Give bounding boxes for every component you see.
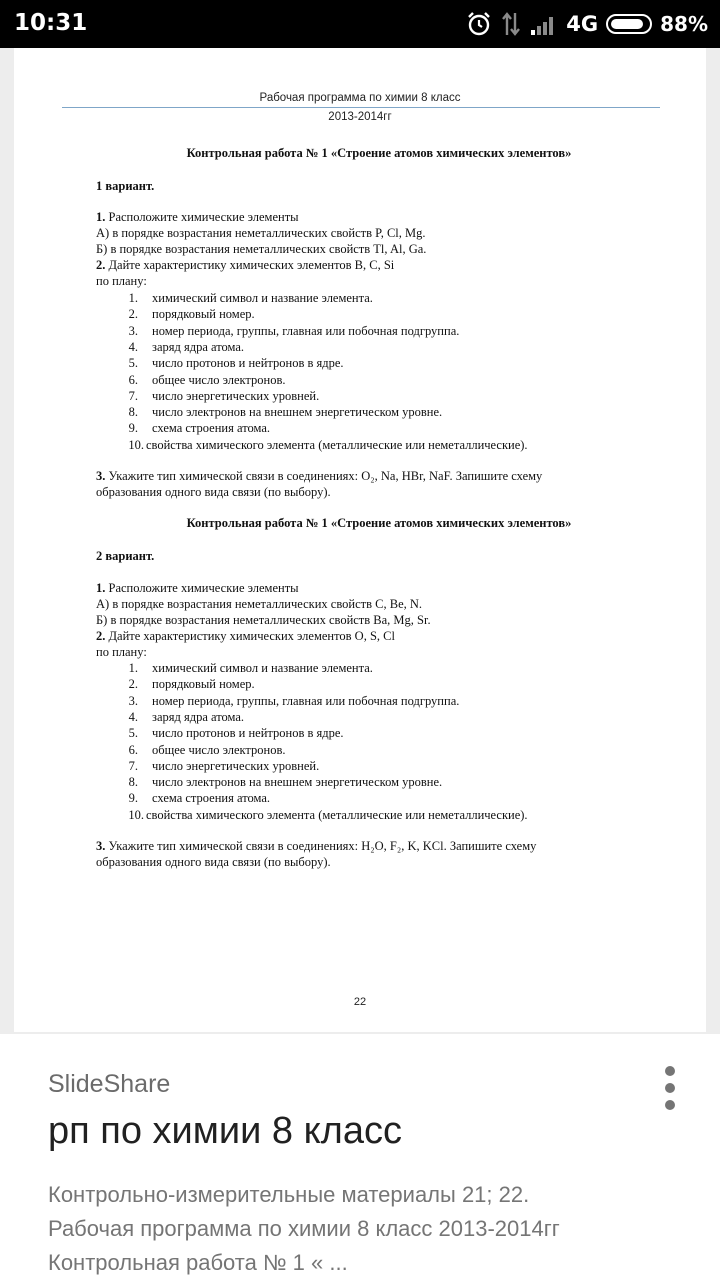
plan-item	[116, 726, 344, 740]
plan-item-number: 6.	[128, 372, 138, 387]
v1-plan-label: по плану:	[96, 274, 147, 288]
plan-item-number: 4.	[128, 339, 138, 354]
v2-plan-label: по плану:	[96, 645, 147, 659]
plan-item-number: 7.	[128, 758, 138, 773]
plan-item	[116, 405, 442, 419]
v2-q2-number: 2.	[96, 629, 106, 643]
card-source: SlideShare	[48, 1070, 171, 1098]
plan-item-number: 2.	[128, 307, 138, 322]
plan-item-text: число электронов на внешнем энергетическом уровне.	[152, 405, 443, 420]
variant-1-title: Контрольная работа № 1 «Строение атомов химических элементов»	[186, 146, 572, 160]
plan-item-number: 9.	[128, 421, 138, 436]
plan-item	[116, 710, 244, 724]
document-viewer[interactable]	[0, 48, 720, 1034]
result-card[interactable]	[0, 1034, 720, 1280]
plan-item-number: 6.	[128, 742, 138, 757]
header-divider	[62, 107, 660, 108]
plan-item-text: схема строения атома.	[152, 791, 271, 806]
plan-item-text: общее число электронов.	[152, 742, 286, 757]
plan-item-text: номер периода, группы, главная или побочная подгруппа.	[152, 323, 460, 338]
plan-item-number: 8.	[128, 405, 138, 420]
v1-q3-text-1: Укажите тип химической связи в соединениях: O₂, Na, HBr, NaF. Запишите схему	[108, 469, 543, 483]
plan-item	[116, 775, 442, 789]
plan-item-number: 1.	[128, 661, 138, 675]
status-bar	[0, 0, 720, 48]
plan-item	[116, 324, 459, 338]
v1-q3-number: 3.	[96, 469, 106, 483]
v1-q2-number: 2.	[96, 258, 106, 272]
plan-item	[116, 340, 244, 354]
status-icons	[466, 9, 708, 39]
plan-item	[116, 291, 373, 305]
plan-item	[116, 743, 286, 757]
plan-item	[116, 808, 528, 822]
plan-item-text: химический символ и название элемента.	[152, 291, 373, 305]
card-title[interactable]: рп по химии 8 класс	[48, 1110, 402, 1152]
v1-q1b: Б) в порядке возрастания неметаллических свойств Tl, Al, Ga.	[96, 242, 427, 256]
plan-item-text: химический символ и название элемента.	[152, 661, 373, 675]
plan-item-number: 2.	[128, 677, 138, 692]
plan-item-number: 8.	[128, 775, 138, 790]
plan-item-number: 9.	[128, 791, 138, 806]
plan-item	[116, 661, 373, 675]
plan-item	[116, 389, 319, 403]
document-page	[14, 48, 706, 1032]
v2-q1a: А) в порядке возрастания неметаллических свойств C, Be, N.	[96, 597, 423, 611]
doc-header-title: Рабочая программа по химии 8 класс	[259, 92, 461, 104]
plan-item-text: порядковый номер.	[152, 307, 255, 322]
plan-item-text: число энергетических уровней.	[152, 388, 320, 403]
card-snippet-line-1: Контрольно-измерительные материалы 21; 22.	[48, 1182, 530, 1207]
v2-q1-number: 1.	[96, 581, 106, 595]
battery-level	[611, 19, 643, 29]
card-snippet-line-3: Контрольная работа № 1 « ...	[48, 1250, 348, 1275]
plan-item	[116, 759, 319, 773]
plan-item-number: 4.	[128, 709, 138, 724]
data-arrows-icon	[500, 11, 522, 37]
v2-q2-text: Дайте характеристику химических элементов O, S, Cl	[108, 629, 395, 643]
plan-item-text: число протонов и нейтронов в ядре.	[152, 356, 344, 371]
signal-icon	[530, 12, 558, 36]
plan-item-text: свойства химического элемента (металлические или неметаллические).	[146, 807, 528, 822]
page-number: 22	[353, 996, 367, 1008]
plan-item	[116, 356, 344, 370]
variant-2-title: Контрольная работа № 1 «Строение атомов химических элементов»	[186, 516, 572, 530]
doc-header-years: 2013-2014гг	[328, 111, 392, 123]
plan-item-text: схема строения атома.	[152, 421, 271, 436]
plan-item-number: 10.	[128, 807, 144, 822]
plan-item	[116, 438, 528, 452]
plan-item-text: номер периода, группы, главная или побочная подгруппа.	[152, 693, 460, 708]
plan-item-text: свойства химического элемента (металлические или неметаллические).	[146, 437, 528, 452]
v2-q1-text: Расположите химические элементы	[108, 581, 299, 595]
plan-item-text: заряд ядра атома.	[152, 339, 245, 354]
battery-percent: 88%	[660, 12, 708, 36]
plan-item-number: 1.	[128, 291, 138, 305]
plan-item-text: число энергетических уровней.	[152, 758, 320, 773]
status-time: 10:31	[14, 10, 88, 36]
plan-item	[116, 373, 286, 387]
plan-item	[116, 307, 255, 321]
card-snippet-line-2: Рабочая программа по химии 8 класс 2013-2014гг	[48, 1216, 560, 1241]
plan-item-text: число электронов на внешнем энергетическом уровне.	[152, 775, 443, 790]
plan-item-text: заряд ядра атома.	[152, 709, 245, 724]
plan-item-number: 5.	[128, 356, 138, 371]
plan-item	[116, 421, 270, 435]
v1-q1-text: Расположите химические элементы	[108, 210, 299, 224]
battery-icon	[606, 14, 652, 34]
plan-item	[116, 791, 270, 805]
v1-q1-number: 1.	[96, 210, 106, 224]
plan-item-number: 3.	[128, 323, 138, 338]
plan-item-text: порядковый номер.	[152, 677, 255, 692]
variant-1-label: 1 вариант.	[96, 179, 155, 193]
plan-item	[116, 677, 255, 691]
plan-item-text: общее число электронов.	[152, 372, 286, 387]
plan-item-number: 10.	[128, 437, 144, 452]
network-type: 4G	[566, 12, 599, 36]
v2-q1b: Б) в порядке возрастания неметаллических свойств Ba, Mg, Sr.	[96, 613, 431, 627]
variant-2-label: 2 вариант.	[96, 549, 155, 563]
plan-item-number: 7.	[128, 388, 138, 403]
v2-q3-text-1: Укажите тип химической связи в соединениях: H₂O, F₂, K, KCl. Запишите схему	[108, 839, 537, 853]
more-vert-icon[interactable]	[660, 1066, 680, 1110]
plan-item-number: 5.	[128, 726, 138, 741]
plan-item-number: 3.	[128, 693, 138, 708]
v2-q3-number: 3.	[96, 839, 106, 853]
v2-q3-text-2: образования одного вида связи (по выбору).	[96, 855, 331, 869]
plan-item-text: число протонов и нейтронов в ядре.	[152, 726, 344, 741]
plan-item	[116, 694, 459, 708]
v1-q3-text-2: образования одного вида связи (по выбору).	[96, 485, 331, 499]
alarm-icon	[466, 11, 492, 37]
v1-q1a: А) в порядке возрастания неметаллических свойств P, Cl, Mg.	[96, 226, 426, 240]
v1-q2-text: Дайте характеристику химических элементов B, C, Si	[108, 258, 395, 272]
